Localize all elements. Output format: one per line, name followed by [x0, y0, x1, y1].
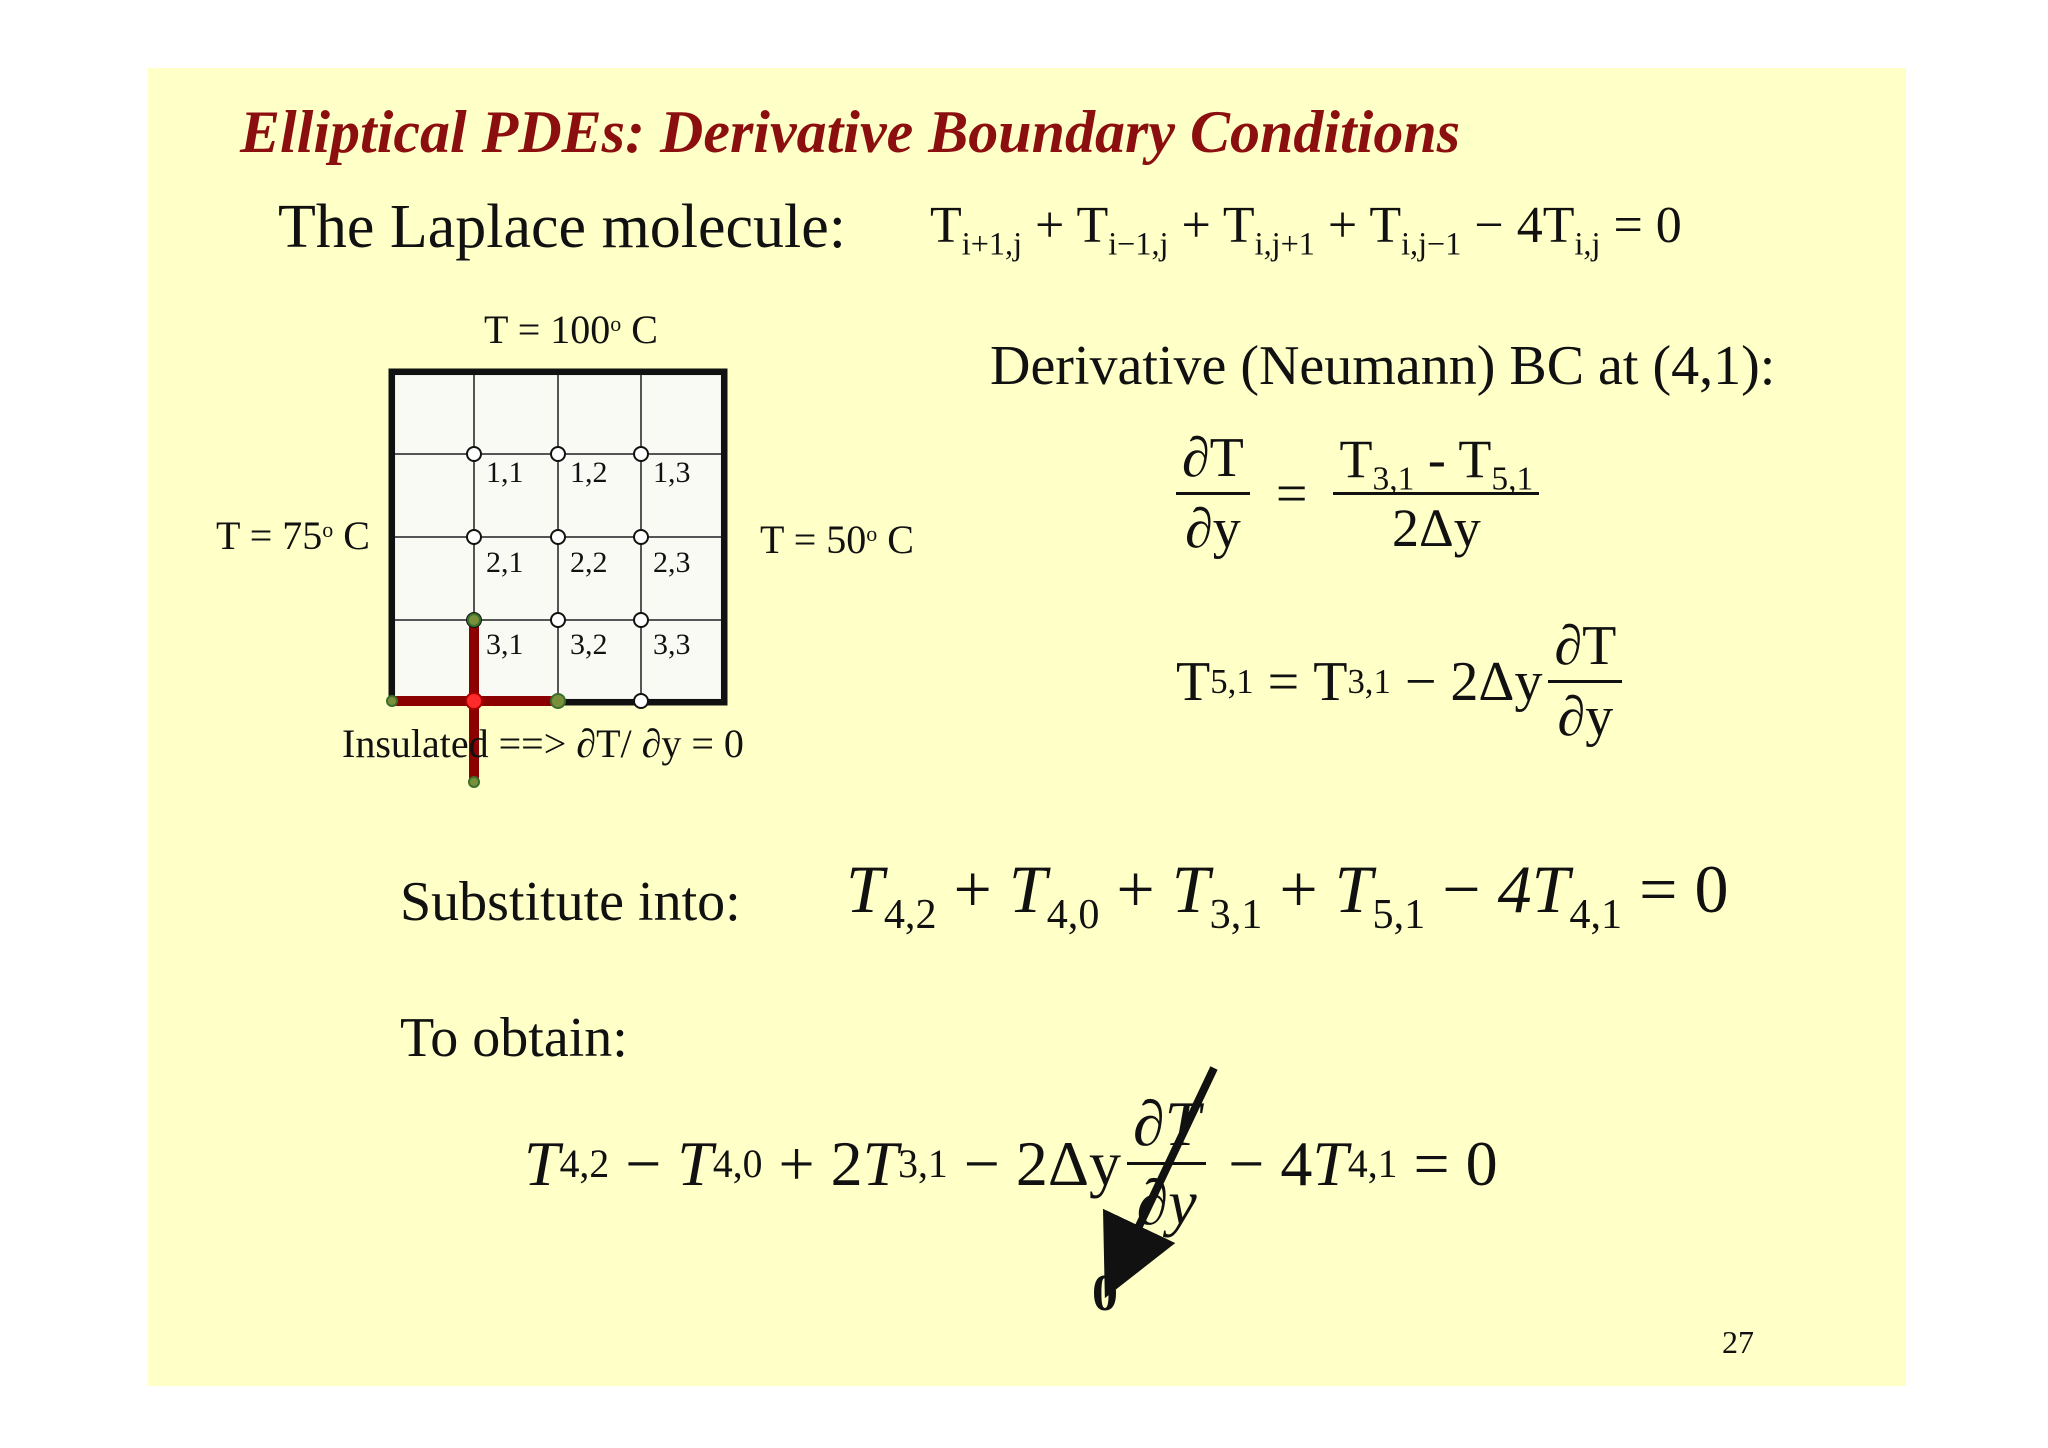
eq-subscript: 4,2	[883, 891, 937, 939]
eq-operator: +	[1022, 197, 1077, 254]
cell-label: 3,1	[486, 628, 524, 661]
eq-subscript: i,j+1	[1254, 225, 1315, 262]
eq-operator: +	[1314, 197, 1370, 254]
eq-term: T	[1222, 197, 1255, 254]
cell-label: 2,2	[570, 546, 608, 579]
slide-title: Elliptical PDEs: Derivative Boundary Conditions	[240, 99, 1461, 165]
eq-term: T	[930, 197, 962, 254]
eq-term: 4T	[1497, 851, 1570, 927]
substitute-label: Substitute into:	[400, 871, 741, 933]
cell-label: 1,3	[653, 456, 691, 489]
derivative-fraction: $\frac{\partial T}{\partial y}$	[1176, 430, 1250, 557]
obtain-label: To obtain:	[400, 1007, 628, 1069]
eq-subscript: i−1,j	[1108, 225, 1169, 262]
page-number: 27	[1722, 1324, 1754, 1360]
cell-label: 1,1	[486, 456, 524, 489]
neumann-equation-2: T 5,1 = T 3,1 − 2Δy $\frac{\partial T}{\partial y}$	[1176, 618, 1628, 745]
central-difference-fraction: $\frac{T_{3,1} - T_{5,1}}{2\Delta y}$	[1333, 432, 1539, 555]
eq-term: T	[1008, 851, 1047, 927]
eq-subscript: 3,1	[1209, 891, 1263, 939]
zero-label: 0	[1092, 1265, 1118, 1322]
eq-operator: +	[1262, 851, 1335, 927]
neumann-equation-1: $\frac{\partial T}{\partial y}$ = $\frac{T_{3,1} - T_{5,1}}{2\Delta y}$	[1170, 430, 1545, 557]
eq-operator: = 0	[1600, 197, 1695, 254]
strike-through-arrow	[1122, 1068, 1214, 1262]
eq-term: T	[846, 851, 884, 927]
eq-subscript: 5,1	[1372, 891, 1426, 939]
eq-operator: +	[1168, 197, 1223, 254]
eq-term: 4T	[1516, 197, 1575, 254]
eq-term: T	[1171, 851, 1210, 927]
eq-operator: = 0	[1622, 851, 1746, 927]
eq-subscript: 4,0	[1046, 891, 1100, 939]
eq-operator: +	[1099, 851, 1172, 927]
eq-term: T	[1076, 197, 1109, 254]
cell-label: 1,2	[570, 456, 608, 489]
cell-label: 3,2	[570, 628, 608, 661]
cell-label: 2,1	[486, 546, 524, 579]
bottom-boundary-label: Insulated ==> ∂T/ ∂y = 0	[342, 721, 744, 766]
eq-operator: +	[936, 851, 1009, 927]
eq-operator: −	[1461, 197, 1517, 254]
top-boundary-label: $T = 100^o$ C	[484, 307, 658, 352]
eq-term: T	[1334, 851, 1373, 927]
eq-subscript: i,j	[1574, 225, 1601, 262]
left-boundary-label: $T = 75^o$ C	[216, 513, 370, 558]
obtain-equation: T 4,2 − T 4,0 + 2 T 3,1 − 2Δy $\frac{\partial T}{\partial y}$ − 4 T 4,1 = 0	[524, 1088, 1498, 1238]
eq-subscript: i+1,j	[961, 225, 1023, 262]
cell-label: 2,3	[653, 546, 691, 579]
eq-subscript: 4,1	[1569, 891, 1623, 939]
right-boundary-label: $T = 50^o$ C	[760, 517, 914, 562]
cell-label: 3,3	[653, 628, 691, 661]
neumann-heading: Derivative (Neumann) BC at (4,1):	[990, 335, 1776, 397]
eq-operator: −	[1425, 851, 1498, 927]
eq-term: T	[1369, 197, 1402, 254]
eq-subscript: i,j−1	[1401, 225, 1462, 262]
laplace-label: The Laplace molecule:	[278, 193, 847, 261]
cancelled-derivative: $\frac{\partial T}{\partial y}$	[1127, 1092, 1206, 1235]
